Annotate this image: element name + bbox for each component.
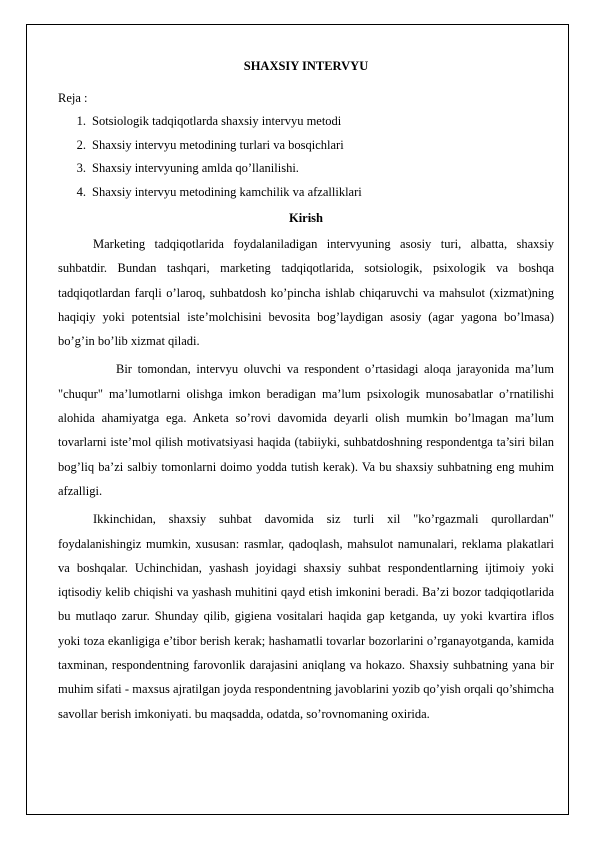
paragraph-intro: Marketing tadqiqotlarida foydalaniladigan intervyuning asosiy turi, albatta, shaxsiy suhbatdir. Bundan tashqari, marketing tadqiqotlarida, sotsiologik, psixologik va boshqa tadqiqotlardan farqli o’laroq, suhbatdosh ko’pincha ishlab chiqaruvchi va mahsulot (xizmat)ning haqiqiy yoki potentsial iste’molchisini bevosita bog’laydigan asosiy (agar yagona bo’lmasa) bo’g’in bo’lib xizmat qiladi.: [58, 237, 554, 349]
plan-item: [58, 184, 554, 208]
plan-label: Reja :: [58, 91, 88, 105]
document-body: [58, 58, 554, 730]
plan-item-text: Shaxsiy intervyu metodining turlari va bosqichlari: [92, 137, 344, 152]
paragraph-first-point: Bir tomondan, intervyu oluvchi va respondent o’rtasidagi aloqa jarayonida ma’lum "chuqur" ma’lumotlarni olishga imkon beradigan ma’lum psixologik munosabatlar o’rnatilishi alohida ahamiyatga ega. Anketa so’rovi davomida deyarli olish mumkin bo’lmagan ma’lum tovarlarni iste’mol qilish motivatsiyasi haqida (tabiiyki, suhbatdoshning respondentga ta’siri bilan bog’liq ba’zi salbiy tomonlarni doimo yodda tutish kerak). Va bu shaxsiy suhbatning eng muhim afzalligi.: [58, 362, 554, 498]
plan-item-number: 3.: [76, 161, 86, 175]
plan-item: [58, 113, 554, 137]
plan-list: [58, 113, 554, 207]
plan-item-text: Shaxsiy intervyu metodining kamchilik va afzalliklari: [92, 184, 362, 199]
paragraph-second-point: Ikkinchidan, shaxsiy suhbat davomida siz turli xil "ko’rgazmali qurollardan" foydalanishingiz mumkin, xususan: rasmlar, qadoqlash, mahsulot namunalari, reklama plakatlari va boshqalar. Uchinchidan, yashash joyidagi shaxsiy suhbat respondentlarning ijtimoiy yoki iqtisodiy kelib chiqishi va yashash muhitini qayd etish imkonini beradi. Ba’zi bozor tadqiqotlarida bu mutlaqo zarur. Shunday qilib, gigiena vositalari haqida gap ketganda, uy yoki kvartira iflos yoki toza ekanligiga e’tibor berish kerak; hashamatli tovarlar bozorlarini o’rganayotganda, kamida taxminan, respondentning farovonlik darajasini aniqlang va hokazo. Shaxsiy suhbatning yana bir muhim sifati - maxsus ajratilgan joyda respondentning javoblarini yozib qo’yish orqali qo’shimcha savollar berish imkoniyati. bu maqsadda, odatda, so’rovnomaning oxirida.: [58, 512, 554, 721]
plan-item-text: Sotsiologik tadqiqotlarda shaxsiy intervyu metodi: [92, 114, 342, 128]
plan-item: [58, 137, 554, 161]
plan-item-text: Shaxsiy intervyuning amlda qo’llanilishi.: [92, 161, 299, 175]
plan-item: [58, 160, 554, 184]
plan-item-number: 4.: [76, 184, 86, 199]
plan-item-number: 1.: [76, 114, 86, 128]
section-title: Kirish: [288, 211, 324, 225]
document-title: SHAXSIY INTERVYU: [243, 59, 369, 73]
plan-item-number: 2.: [76, 137, 86, 152]
